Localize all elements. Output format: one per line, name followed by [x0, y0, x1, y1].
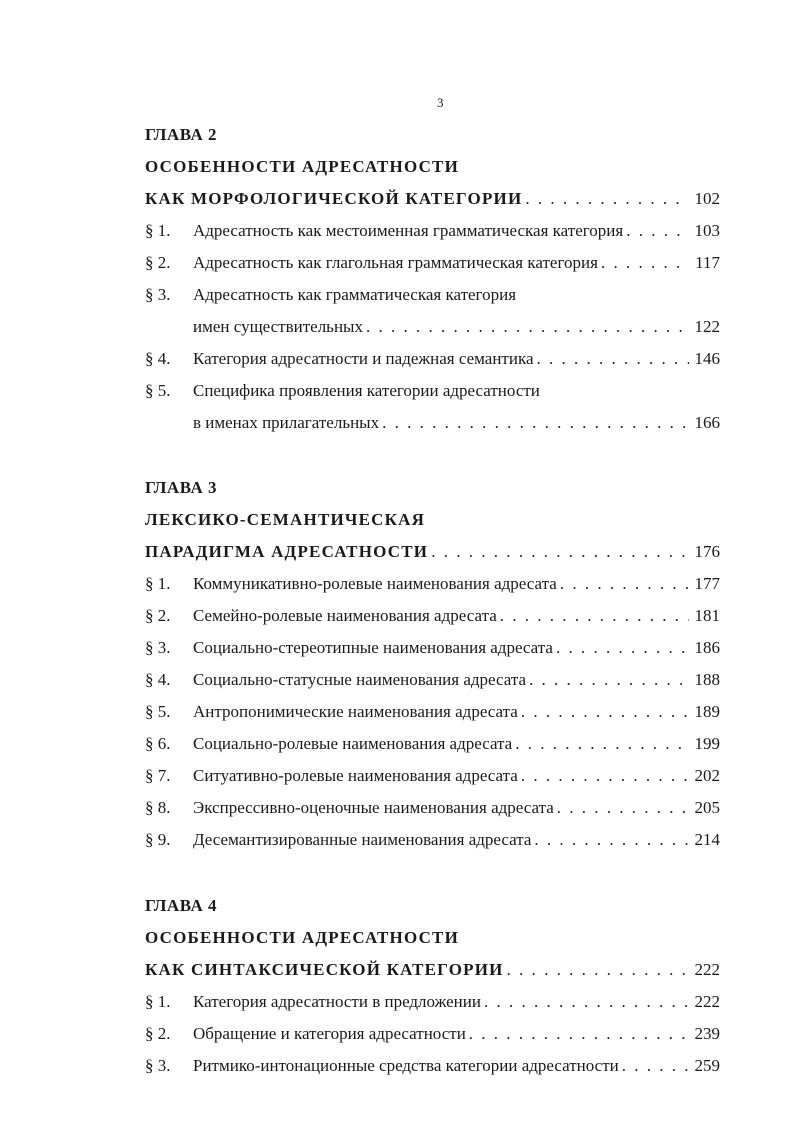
toc-section: [145, 638, 720, 670]
section-title: Категория адресатности и падежная семантика: [193, 349, 534, 368]
page-ref: 186: [694, 638, 720, 657]
page-ref: 102: [694, 189, 720, 208]
section-title: Семейно-ролевые наименования адресата: [193, 606, 497, 625]
page-ref: 259: [694, 1056, 720, 1075]
dot-leader: [529, 670, 689, 690]
section-number: § 2.: [145, 1024, 171, 1043]
dot-leader: [500, 606, 689, 626]
section-title: Специфика проявления категории адресатности: [193, 381, 540, 400]
dot-leader: [507, 960, 689, 980]
dot-leader: [537, 349, 689, 369]
section-number: § 7.: [145, 766, 171, 785]
chapter-title-line: КАК МОРФОЛОГИЧЕСКОЙ КАТЕГОРИИ: [145, 189, 523, 208]
section-title: Социально-ролевые наименования адресата: [193, 734, 513, 753]
chapter-label: ГЛАВА 4: [145, 896, 217, 915]
chapter-title-row: [145, 189, 720, 221]
page-ref: 202: [694, 766, 720, 785]
toc-section: [145, 992, 720, 1024]
dot-leader: [601, 253, 689, 273]
page-ref: 222: [694, 992, 720, 1011]
section-title-continued: в именах прилагательных: [193, 413, 380, 432]
section-title: Адресатность как грамматическая категория: [193, 285, 517, 304]
dot-leader: [484, 992, 689, 1012]
section-number: § 1.: [145, 221, 171, 240]
section-title: Категория адресатности в предложении: [193, 992, 481, 1011]
page-ref: 117: [695, 253, 720, 272]
page-ref: 181: [694, 606, 720, 625]
dot-leader: [521, 702, 689, 722]
section-number: § 1.: [145, 574, 171, 593]
dot-leader: [515, 734, 689, 754]
section-number: § 9.: [145, 830, 171, 849]
section-title: Социально-статусные наименования адресата: [193, 670, 527, 689]
section-number: § 6.: [145, 734, 171, 753]
chapter-3: [145, 478, 720, 862]
section-title: Ритмико-интонационные средства категории адресатности: [193, 1056, 619, 1075]
toc-section: [145, 606, 720, 638]
dot-leader: [622, 1056, 689, 1076]
chapter-title-row: [145, 542, 720, 574]
toc-section: [145, 285, 720, 349]
section-number: § 8.: [145, 798, 171, 817]
section-number: § 3.: [145, 638, 171, 657]
dot-leader: [382, 413, 689, 433]
toc-section: [145, 830, 720, 862]
section-number: § 2.: [145, 253, 171, 272]
dot-leader: [557, 798, 689, 818]
chapter-4: [145, 896, 720, 1088]
chapter-title-line: КАК СИНТАКСИЧЕСКОЙ КАТЕГОРИИ: [145, 960, 504, 979]
chapter-title-line: ЛЕКСИКО-СЕМАНТИЧЕСКАЯ: [145, 510, 426, 529]
toc-section: [145, 1056, 720, 1088]
dot-leader: [626, 221, 689, 241]
section-title-continued: имен существительных: [193, 317, 363, 336]
page-ref: 188: [694, 670, 720, 689]
toc-section: [145, 253, 720, 285]
page-ref: 176: [694, 542, 720, 561]
chapter-label: ГЛАВА 3: [145, 478, 217, 497]
dot-leader: [525, 189, 689, 209]
section-number: § 5.: [145, 381, 171, 400]
section-title: Адресатность как местоименная грамматическая категория: [193, 221, 624, 240]
page-ref: 199: [694, 734, 720, 753]
section-number: § 4.: [145, 349, 171, 368]
dot-leader: [560, 574, 689, 594]
section-title: Антропонимические наименования адресата: [193, 702, 518, 721]
section-title: Десемантизированные наименования адресата: [193, 830, 532, 849]
section-title: Ситуативно-ролевые наименования адресата: [193, 766, 518, 785]
toc-section: [145, 1024, 720, 1056]
page-ref: 146: [694, 349, 720, 368]
dot-leader: [556, 638, 689, 658]
dot-leader: [469, 1024, 689, 1044]
page-ref: 122: [694, 317, 720, 336]
toc-section: [145, 702, 720, 734]
section-number: § 5.: [145, 702, 171, 721]
toc-section: [145, 574, 720, 606]
section-number: § 3.: [145, 285, 171, 304]
page-number: 3: [437, 95, 444, 110]
dot-leader: [366, 317, 689, 337]
section-title: Коммуникативно-ролевые наименования адресата: [193, 574, 557, 593]
section-title: Экспрессивно-оценочные наименования адресата: [193, 798, 554, 817]
toc-section: [145, 766, 720, 798]
toc-section: [145, 349, 720, 381]
page-ref: 189: [694, 702, 720, 721]
page-ref: 214: [694, 830, 720, 849]
toc-section: [145, 670, 720, 702]
section-title: Обращение и категория адресатности: [193, 1024, 466, 1043]
section-number: § 3.: [145, 1056, 171, 1075]
page-ref: 239: [694, 1024, 720, 1043]
chapter-label: ГЛАВА 2: [145, 125, 217, 144]
chapter-title-line: ОСОБЕННОСТИ АДРЕСАТНОСТИ: [145, 928, 460, 947]
dot-leader: [431, 542, 689, 562]
chapter-title-line: ПАРАДИГМА АДРЕСАТНОСТИ: [145, 542, 429, 561]
toc-section: [145, 221, 720, 253]
toc-section: [145, 381, 720, 445]
chapter-title-line: ОСОБЕННОСТИ АДРЕСАТНОСТИ: [145, 157, 460, 176]
section-title: Социально-стереотипные наименования адресата: [193, 638, 553, 657]
section-number: § 4.: [145, 670, 171, 689]
dot-leader: [521, 766, 689, 786]
toc-section: [145, 734, 720, 766]
chapter-2: [145, 125, 720, 445]
section-number: § 2.: [145, 606, 171, 625]
page-ref: 205: [694, 798, 720, 817]
section-number: § 1.: [145, 992, 171, 1011]
page-ref: 177: [694, 574, 720, 593]
page-ref: 222: [694, 960, 720, 979]
dot-leader: [534, 830, 689, 850]
page-ref: 166: [694, 413, 720, 432]
chapter-title-row: [145, 960, 720, 992]
toc-section: [145, 798, 720, 830]
page-ref: 103: [694, 221, 720, 240]
section-title: Адресатность как глагольная грамматическая категория: [193, 253, 598, 272]
